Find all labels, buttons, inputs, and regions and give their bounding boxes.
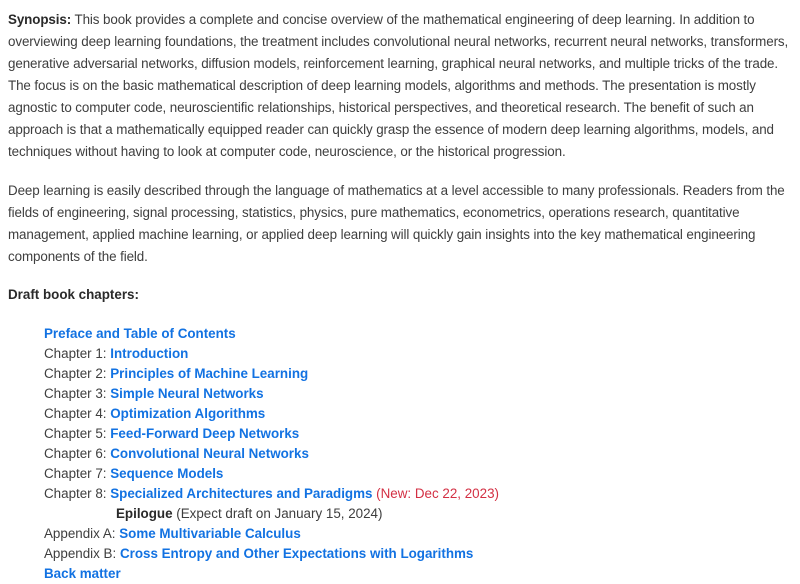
list-item-chapter-7 (44, 464, 792, 484)
audience-paragraph: Deep learning is easily described through the language of mathematics at a level accessible to many professionals. Readers from the fields of engineering, signal processing, statistics, physics, pure mathematics, econometrics, operations research, quantitative management, applied machine learning, or applied deep learning will quickly gain insights into the key mathematical engineering components of the field. (8, 183, 785, 264)
chapter-5-link[interactable]: Feed-Forward Deep Networks (110, 426, 300, 441)
appendix-b-prefix: Appendix B: (44, 546, 120, 561)
list-item-appendix-a (44, 524, 792, 544)
chapters-heading: Draft book chapters: (8, 287, 139, 302)
chapter-4-prefix: Chapter 4: (44, 406, 111, 421)
chapter-4-link[interactable]: Optimization Algorithms (110, 406, 266, 421)
list-item-appendix-b (44, 544, 792, 564)
chapter-1-link[interactable]: Introduction (110, 346, 189, 361)
chapter-3-prefix: Chapter 3: (44, 386, 111, 401)
chapter-3-link[interactable]: Simple Neural Networks (110, 386, 264, 401)
preface-link[interactable]: Preface and Table of Contents (44, 326, 236, 341)
appendix-b-link[interactable]: Cross Entropy and Other Expectations with Logarithms (119, 546, 474, 561)
epilogue-title: Epilogue (116, 506, 173, 521)
list-item-chapter-6 (44, 444, 792, 464)
list-item-chapter-2 (44, 364, 792, 384)
chapter-5-prefix: Chapter 5: (44, 426, 111, 441)
chapter-6-link[interactable]: Convolutional Neural Networks (110, 446, 309, 461)
chapter-7-link[interactable]: Sequence Models (110, 466, 224, 481)
list-item-chapter-1 (44, 344, 792, 364)
chapter-8-link[interactable]: Specialized Architectures and Paradigms (110, 486, 373, 501)
chapter-7-prefix: Chapter 7: (44, 466, 111, 481)
chapter-6-prefix: Chapter 6: (44, 446, 111, 461)
chapter-8-prefix: Chapter 8: (44, 486, 111, 501)
back-matter-link[interactable]: Back matter (44, 566, 121, 581)
chapter-list (44, 324, 792, 584)
list-item-chapter-3 (44, 384, 792, 404)
chapter-2-link[interactable]: Principles of Machine Learning (110, 366, 309, 381)
list-item-chapter-4 (44, 404, 792, 424)
synopsis-label: Synopsis: (8, 12, 72, 27)
epilogue-note: (Expect draft on January 15, 2024) (172, 506, 383, 521)
list-item-chapter-8 (44, 484, 792, 504)
appendix-a-link[interactable]: Some Multivariable Calculus (119, 526, 301, 541)
synopsis-paragraph (8, 9, 792, 163)
list-item-epilogue (44, 504, 792, 524)
list-item-preface (44, 324, 792, 344)
list-item-chapter-5 (44, 424, 792, 444)
chapter-8-new-note: (New: Dec 22, 2023) (372, 486, 499, 501)
list-item-back-matter (44, 564, 792, 584)
synopsis-text: This book provides a complete and concise overview of the mathematical engineering of deep learning. In addition to overviewing deep learning foundations, the treatment includes convolutional neural networks, recurrent neural networks, transformers, generative adversarial networks, diffusion models, reinforcement learning, graphical neural networks, and multiple tricks of the trade. The focus is on the basic mathematical description of deep learning models, algorithms and methods. The presentation is mostly agnostic to computer code, neuroscientific relationships, historical perspectives, and theoretical research. The benefit of such an approach is that a mathematically equipped reader can quickly grasp the essence of modern deep learning algorithms, models, and techniques without having to look at computer code, neuroscience, or the historical progression. (8, 12, 789, 159)
appendix-a-prefix: Appendix A: (44, 526, 120, 541)
chapter-2-prefix: Chapter 2: (44, 366, 111, 381)
chapter-1-prefix: Chapter 1: (44, 346, 111, 361)
